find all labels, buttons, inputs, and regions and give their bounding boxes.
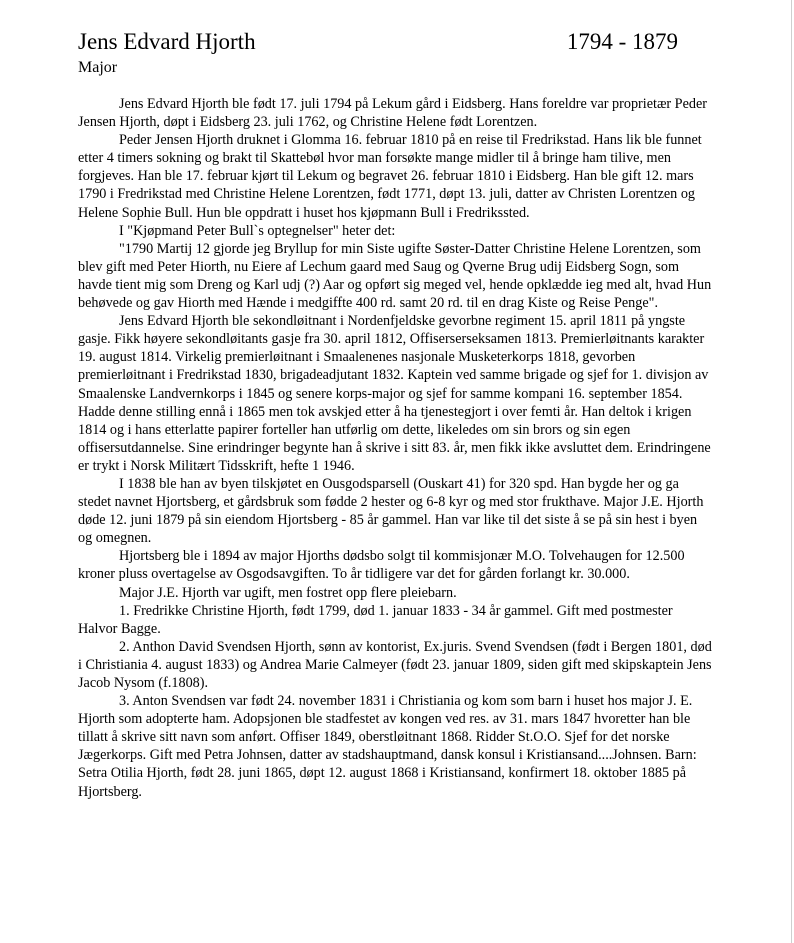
paragraph-military-career: Jens Edvard Hjorth ble sekondløitnant i Nordenfjeldske gevorbne regiment 15. april 1811 på yngste gasje. Fikk høyere sekondløitants gasje fra 30. april 1812, Offiserserseksamen 1813. Premierløitnants karakter 19. august 1814. Virkelig premierløitnant i Smaalenenes nasjonale Musketerkorps 1818, gevorben premierløitnant i Fredrikstad 1830, brigadeadjutant 1832. Kaptein ved samme brigade og sjef for 1. divisjon av Smaalenske Landvernkorps i 1845 og senere korps-major og sjef for samme kompani 16. september 1854. Hadde denne stilling ennå i 1865 men tok avskjed etter å ha tjenestegjort i over femti år. Han deltok i krigen 1814 og i hans etterlatte papirer forteller han utførlig om dette, likeledes om sin brors og sin egen offisersutdannelse. Sine erindringer begynte han å skrive i sitt 83. år, men fikk ikke avsluttet dem. Erindringene er trykt i Norsk Militært Tidsskrift, hefte 1 1946. — [78, 313, 711, 474]
list-item: 1. Fredrikke Christine Hjorth, født 1799, død 1. januar 1833 - 34 år gammel. Gift med postmester Halvor Bagge. — [78, 602, 673, 637]
page-edge — [791, 0, 792, 943]
paragraph-bull-intro: I "Kjøpmand Peter Bull`s optegnelser" heter det: — [119, 222, 396, 239]
paragraph-bull-quote: "1790 Martij 12 gjorde jeg Bryllup for min Siste ugifte Søster-Datter Christine Helene Lorentzen, som blev gift med Peter Hiorth, nu Eiere af Lechum gaard med Saug og Qverne Brug udij Eidsberg Sogn, som havde tient mig som Dreng og Karl udj (?) Aar og opført sig meged vel, hende opklædde ieg med alt, hvad Hun behøvede og gav Hiorth med Hænde i medgiffte 400 rd. samt 20 rd. til en drag Kiste og Reise Penge". — [78, 240, 712, 312]
document-header — [78, 28, 678, 78]
paragraph-father: Peder Jensen Hjorth druknet i Glomma 16. februar 1810 på en reise til Fredrikstad. Hans lik ble funnet etter 4 timers sokning og brakt til Skattebøl hvor man forsøkte mange midler til å bringe ham tilive, men forgjeves. Han ble 17. februar kjørt til Lekum og begravet 26. februar 1810 i Eidsberg. Han ble gift 12. mars 1790 i Fredrikstad med Christine Helene Lorentzen, født 1771, døpt 13. juli, datter av Christen Lorentzen og Helene Sophie Bull. Hun ble oppdratt i huset hos kjøpmann Bull i Fredrikssted. — [78, 132, 702, 221]
paragraph-sale: Hjortsberg ble i 1894 av major Hjorths dødsbo solgt til kommisjonær M.O. Tolvehaugen for 12.500 kroner pluss overtagelse av Osgodsavgiften. To år tidligere var det for gården forlangt kr. 30.000. — [78, 548, 685, 583]
rank-subtitle: Major — [78, 59, 118, 76]
title-row — [78, 28, 678, 56]
paragraph-hjortsberg: I 1838 ble han av byen tilskjøtet en Ousgodsparsell (Ouskart 41) for 320 spd. Han bygde her og ga stedet navnet Hjortsberg, et gårdsbruk som fødde 2 hester og 6-8 kyr og med stor frukthave. Major J.E. Hjorth døde 12. juni 1879 på sin eiendom Hjortsberg - 85 år gammel. Han var like til det siste å se på sin hest i byen og omegnen. — [78, 475, 704, 547]
paragraph-birth: Jens Edvard Hjorth ble født 17. juli 1794 på Lekum gård i Eidsberg. Hans foreldre var proprietær Peder Jensen Hjorth, døpt i Eidsberg 23. juli 1762, og Christine Helene født Lorentzen. — [78, 96, 707, 131]
list-item: 3. Anton Svendsen var født 24. november 1831 i Christiania og kom som barn i huset hos major J. E. Hjorth som adopterte ham. Adopsjonen ble stadfestet av kongen ved res. av 31. mars 1847 hvoretter han ble tillatt å skrive sitt navn som anført. Offiser 1849, oberstløitnant 1868. Ridder St.O.O. Sjef for det norske Jægerkorps. Gift med Petra Johnsen, datter av stadshauptmand, dansk konsul i Kristiansand....Johnsen. Barn: Setra Otilia Hjorth, født 28. juni 1865, døpt 12. august 1868 i Kristiansand, konfirmert 18. oktober 1885 på Hjortsberg. — [78, 693, 697, 800]
document-body — [78, 95, 714, 801]
list-item: 2. Anthon David Svendsen Hjorth, sønn av kontorist, Ex.juris. Svend Svendsen (født i Bergen 1801, død i Christiania 4. august 1833) og Andrea Marie Calmeyer (født 23. januar 1809, siden gift med skipskaptein Jens Jacob Nysom (f.1808). — [78, 638, 712, 691]
page-title: Jens Edvard Hjorth — [78, 29, 256, 54]
lifespan-years: 1794 - 1879 — [566, 29, 678, 54]
paragraph-foster-children: Major J.E. Hjorth var ugift, men fostret opp flere pleiebarn. — [119, 584, 457, 601]
